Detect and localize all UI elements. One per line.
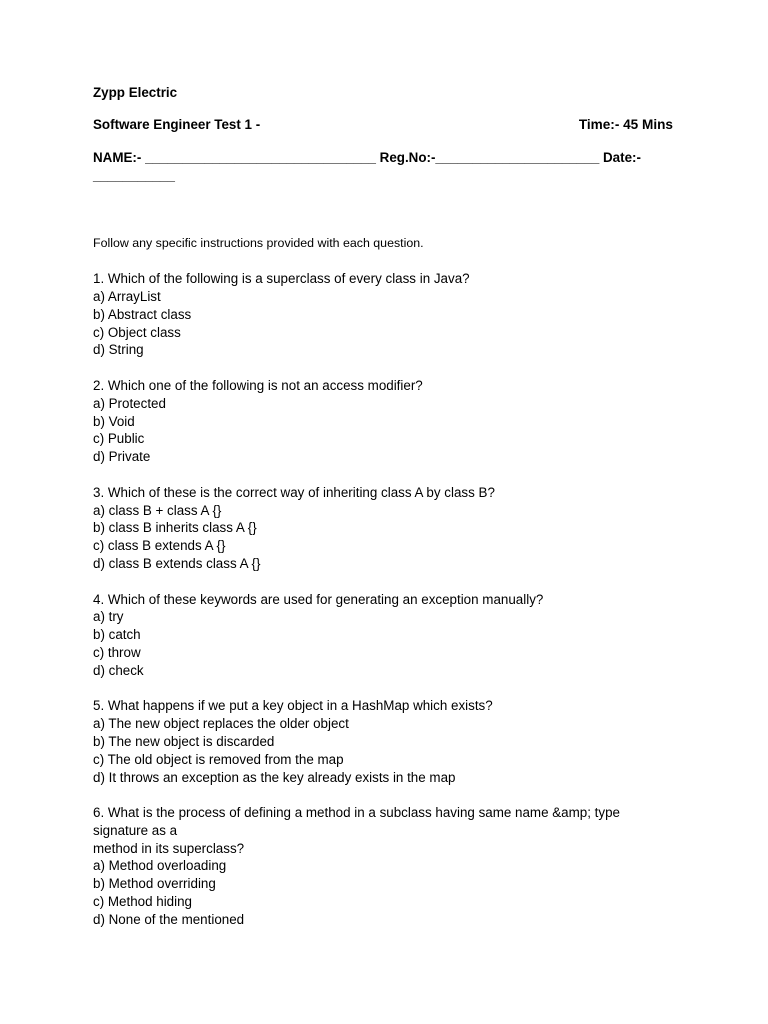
option-d: d) Private: [93, 449, 151, 465]
option-d: d) String: [93, 342, 144, 358]
question-text: 3. Which of these is the correct way of inheriting class A by class B?: [93, 484, 495, 500]
option-a: a) Protected: [93, 395, 166, 411]
option-b: b) Method overriding: [93, 876, 216, 892]
question-3: [93, 484, 673, 573]
option-d: d) check: [93, 662, 144, 678]
option-d: d) None of the mentioned: [93, 911, 245, 927]
option-a: a) Method overloading: [93, 858, 227, 874]
option-a: a) ArrayList: [93, 288, 161, 304]
question-4: [93, 591, 673, 680]
test-header-row: [93, 116, 673, 134]
test-title: Software Engineer Test 1 -: [93, 117, 261, 132]
option-b: b) Abstract class: [93, 306, 192, 322]
question-text: 4. Which of these keywords are used for generating an exception manually?: [93, 591, 544, 607]
question-text-line-1: 6. What is the process of defining a method in a subclass having same name &amp; type: [93, 805, 620, 821]
test-document: [93, 84, 673, 929]
option-d: d) class B extends class A {}: [93, 555, 261, 571]
option-d: d) It throws an exception as the key already exists in the map: [93, 769, 456, 785]
time-limit: Time:- 45 Mins: [578, 117, 673, 132]
candidate-details-line-2: ___________: [93, 167, 175, 183]
option-b: b) Void: [93, 413, 135, 429]
option-c: c) The old object is removed from the map: [93, 751, 344, 767]
option-a: a) try: [93, 609, 124, 625]
question-2: [93, 377, 673, 466]
question-text-line-3: method in its superclass?: [93, 840, 245, 856]
instructions: Follow any specific instructions provided with each question.: [93, 235, 424, 250]
candidate-details: [93, 149, 673, 185]
option-c: c) Method hiding: [93, 894, 192, 910]
question-5: [93, 697, 673, 786]
question-text: 5. What happens if we put a key object in a HashMap which exists?: [93, 698, 493, 714]
question-6: [93, 804, 673, 929]
question-text: 1. Which of the following is a superclass of every class in Java?: [93, 271, 470, 287]
option-c: c) Public: [93, 431, 145, 447]
option-c: c) throw: [93, 644, 141, 660]
question-text: 2. Which one of the following is not an access modifier?: [93, 377, 423, 393]
option-b: b) catch: [93, 627, 141, 643]
option-c: c) class B extends A {}: [93, 538, 226, 554]
option-b: b) class B inherits class A {}: [93, 520, 257, 536]
company-name: Zypp Electric: [93, 85, 178, 100]
question-1: [93, 270, 673, 359]
question-text-line-2: signature as a: [93, 822, 178, 838]
candidate-details-line-1: NAME:- _______________________________ Reg.No:-______________________ Date:-: [93, 150, 641, 165]
option-a: a) class B + class A {}: [93, 502, 222, 518]
option-c: c) Object class: [93, 324, 181, 340]
option-b: b) The new object is discarded: [93, 733, 275, 749]
option-a: a) The new object replaces the older object: [93, 716, 349, 732]
